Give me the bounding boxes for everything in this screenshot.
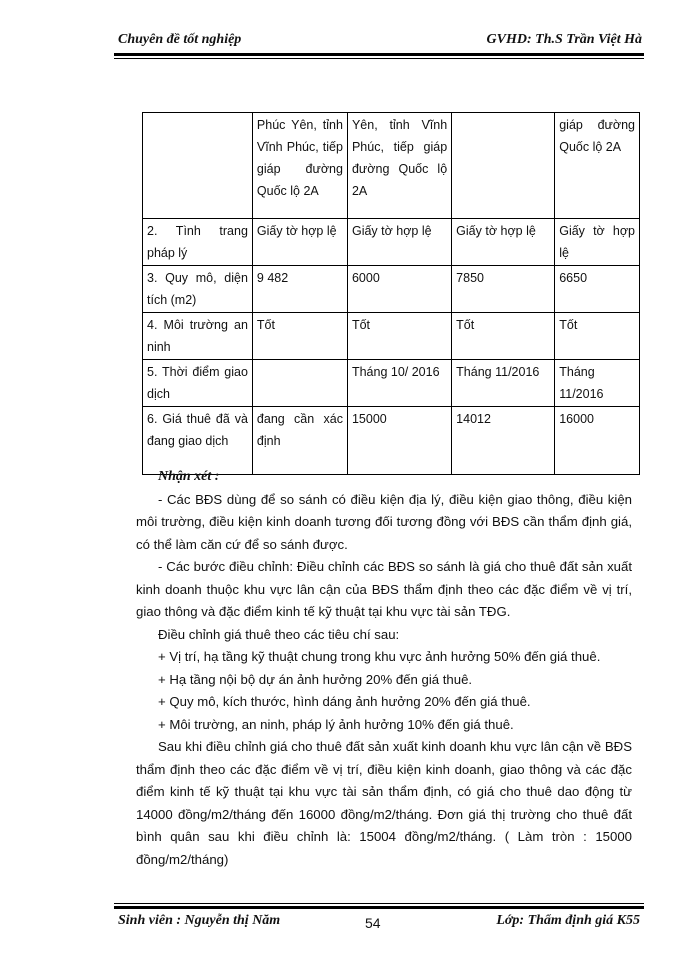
paragraph: Điều chỉnh giá thuê theo các tiêu chí sau:: [158, 626, 400, 642]
table-cell: giáp đường Quốc lộ 2A: [555, 113, 640, 219]
table-row: [143, 407, 640, 475]
page-number: 54: [365, 915, 381, 931]
table-cell: Tốt: [452, 313, 555, 360]
criteria-item: + Vị trí, hạ tầng kỹ thuật chung trong khu vực ảnh hưởng 50% đến giá thuê.: [158, 649, 601, 664]
table-cell: Tốt: [555, 313, 640, 360]
header-rule-thick: [114, 53, 644, 56]
footer-class: Lớp: Thẩm định giá K55: [496, 913, 640, 928]
table-cell: 16000: [555, 407, 640, 475]
table-cell: Phúc Yên, tỉnh Vĩnh Phúc, tiếp giáp đường Quốc lộ 2A: [252, 113, 347, 219]
criteria-item: + Hạ tầng nội bộ dự án ảnh hưởng 20% đến giá thuê.: [158, 671, 473, 687]
table-cell: đang cần xác định: [252, 407, 347, 475]
criteria-item: + Quy mô, kích thước, hình dáng ảnh hưởng 20% đến giá thuê.: [158, 694, 531, 709]
table-cell: 7850: [452, 266, 555, 313]
table-cell: 6000: [347, 266, 451, 313]
table-row: [143, 360, 640, 407]
table-cell: Yên, tỉnh Vĩnh Phúc, tiếp giáp đường Quốc lộ 2A: [347, 113, 451, 219]
table-cell: Tốt: [347, 313, 451, 360]
header-supervisor: GVHD: Th.S Trần Việt Hà: [486, 32, 642, 47]
footer-rule-thin: [114, 903, 644, 904]
table-cell: 4. Môi trường an ninh: [143, 313, 253, 360]
table-cell: Giấy tờ hợp lệ: [347, 219, 451, 266]
criteria-item: + Môi trường, an ninh, pháp lý ảnh hưởng 10% đến giá thuê.: [158, 716, 514, 732]
table-cell: 15000: [347, 407, 451, 475]
table-row: [143, 113, 640, 219]
comparison-table: [142, 112, 640, 475]
table-cell: [452, 113, 555, 219]
table-cell: Giấy tờ hợp lệ: [252, 219, 347, 266]
table-cell: 2. Tình trang pháp lý: [143, 219, 253, 266]
table-cell: Tốt: [252, 313, 347, 360]
table-cell: Tháng 11/2016: [452, 360, 555, 407]
table-cell: 3. Quy mô, diện tích (m2): [143, 266, 253, 313]
paragraph: - Các BĐS dùng để so sánh có điều kiện địa lý, điều kiện giao thông, điều kiện môi trường, điều kiện kinh doanh tương đối tương đồng với BĐS cần thẩm định giá, có thể làm căn cứ để so sánh được.: [136, 491, 632, 552]
paragraph: - Các bước điều chỉnh: Điều chỉnh các BĐS so sánh là giá cho thuê đất sản xuất kinh doanh thuộc khu vực lân cận của BĐS thẩm định theo các đặc điểm về vị trí, giao thông và đặc điểm kinh tế kỹ thuật tại khu vực tài sản TĐG.: [136, 559, 632, 619]
paragraph: Sau khi điều chỉnh giá cho thuê đất sản xuất kinh doanh khu vực lân cận về BĐS thẩm định theo các đặc điểm về vị trí, điều kiện kinh doanh, giao thông và các đặc điểm kinh tế kỹ thuật tại khu vực tài sản thẩm định, có giá cho thuê dao động từ 14000 đồng/m2/tháng đến 16000 đồng/m2/tháng. Đơn giá thị trường cho thuê đất bình quân sau khi điều chỉnh là: 15004 đồng/m2/tháng. ( Làm tròn : 15000 đồng/m2/tháng): [136, 739, 632, 867]
remarks-heading: Nhận xét :: [158, 469, 220, 484]
table-cell: [143, 113, 253, 219]
footer-student: Sinh viên : Nguyễn thị Năm: [118, 913, 281, 928]
table-cell: 6. Giá thuê đã và đang giao dịch: [143, 407, 253, 475]
table-cell: Tháng 10/ 2016: [347, 360, 451, 407]
table-cell: Giấy tờ hợp lệ: [555, 219, 640, 266]
table-row: [143, 219, 640, 266]
table-cell: 9 482: [252, 266, 347, 313]
table-row: [143, 266, 640, 313]
header-rule-thin: [114, 58, 644, 59]
table-cell: Giấy tờ hợp lệ: [452, 219, 555, 266]
header-title: Chuyên đề tốt nghiệp: [118, 32, 242, 47]
table-row: [143, 313, 640, 360]
body-content: [136, 466, 632, 871]
table-cell: 6650: [555, 266, 640, 313]
table-cell: 14012: [452, 407, 555, 475]
footer-rule-thick: [114, 906, 644, 909]
table-cell: 5. Thời điểm giao dịch: [143, 360, 253, 407]
table-cell: Tháng 11/2016: [555, 360, 640, 407]
table-cell: [252, 360, 347, 407]
